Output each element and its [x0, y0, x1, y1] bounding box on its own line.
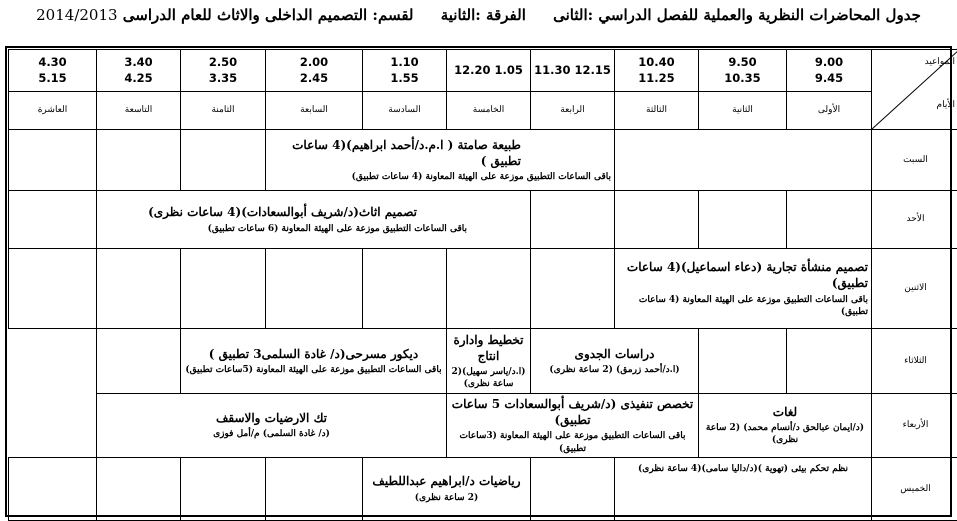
title-part1: جدول المحاضرات النظرية والعملية للفصل الدراسي — [598, 6, 920, 24]
table-row — [9, 394, 957, 458]
session-note: (2 ساعة نظرى) — [366, 492, 527, 504]
corner-times-label: المواعيد — [925, 56, 955, 68]
empty-cell — [9, 130, 97, 191]
empty-cell — [181, 249, 266, 329]
empty-cell — [615, 130, 872, 191]
periods-row — [9, 92, 957, 130]
empty-cell — [699, 329, 787, 394]
session-title: لغات — [702, 404, 868, 420]
time-slot-10: 4.30 5.15 — [9, 50, 97, 92]
session-cell — [699, 394, 872, 458]
session-cell — [531, 329, 699, 394]
session-cell — [181, 329, 447, 394]
title-part2: :الثانى — [553, 6, 593, 24]
times-row — [9, 50, 957, 92]
day-wednesday: الأربعاء — [872, 394, 957, 458]
session-note: باقى الساعات التطبيق موزعة على الهيئة المعاونة (3ساعات تطبيق) — [450, 430, 695, 454]
empty-cell — [9, 191, 97, 249]
table-row — [9, 191, 957, 249]
empty-cell — [363, 249, 447, 329]
time-slot-8: 2.50 3.35 — [181, 50, 266, 92]
session-title: رياضيات د/ابراهيم عبداللطيف — [366, 473, 527, 489]
day-sunday: الأحد — [872, 191, 957, 249]
empty-cell — [699, 191, 787, 249]
period-4: الرابعة — [531, 92, 615, 130]
period-1: الأولى — [787, 92, 872, 130]
table-row — [9, 457, 957, 520]
session-note: (د/ايمان عبالحق د/أنسام محمد) (2 ساعة نظرى) — [702, 422, 868, 446]
empty-cell — [9, 249, 97, 329]
period-8: الثامنة — [181, 92, 266, 130]
empty-cell — [97, 130, 181, 191]
session-note: باقى الساعات التطبيق موزعة على الهيئة المعاونة (4 ساعات تطبيق) — [269, 171, 611, 183]
session-title: تصميم اثاث(د/شريف أبوالسعادات)(4 ساعات نظرى) — [100, 204, 527, 220]
empty-cell — [97, 249, 181, 329]
empty-cell — [787, 191, 872, 249]
session-title: تخطيط وادارة انتاج — [450, 332, 527, 364]
time-slot-2: 9.50 10.35 — [699, 50, 787, 92]
session-cell — [266, 130, 615, 191]
session-note: (د/ غادة السلمى) م/أمل فوزى — [100, 428, 443, 440]
day-monday: الاثنين — [872, 249, 957, 329]
table-row — [9, 130, 957, 191]
time-slot-3: 10.40 11.25 — [615, 50, 699, 92]
title-part4: لقسم: التصميم الداخلى والاثاث للعام الدراسى — [123, 6, 414, 24]
session-cell — [615, 457, 872, 520]
empty-cell — [615, 191, 699, 249]
session-cell — [447, 394, 699, 458]
empty-cell — [531, 191, 615, 249]
title-part3: الفرقة :الثانية — [441, 6, 526, 24]
empty-cell — [97, 329, 181, 394]
session-cell — [615, 249, 872, 329]
session-note: باقى الساعات التطبيق موزعة على الهيئة المعاونة (5ساعات تطبيق) — [184, 364, 443, 376]
empty-cell — [9, 457, 97, 520]
session-note: باقى الساعات التطبيق موزعة على الهيئة المعاونة (4 ساعات تطبيق) — [618, 294, 868, 318]
session-cell — [363, 457, 531, 520]
page-title — [10, 6, 947, 32]
period-2: الثانية — [699, 92, 787, 130]
period-6: السادسة — [363, 92, 447, 130]
header-corner — [872, 50, 957, 130]
period-10: العاشرة — [9, 92, 97, 130]
table-row — [9, 329, 957, 394]
day-thursday: الخميس — [872, 457, 957, 520]
session-cell — [97, 394, 447, 458]
time-slot-6: 1.10 1.55 — [363, 50, 447, 92]
empty-cell — [181, 130, 266, 191]
empty-cell — [266, 249, 363, 329]
session-title: تصميم منشأة تجارية (دعاء اسماعيل)(4 ساعات تطبيق) — [618, 259, 868, 291]
table-row — [9, 249, 957, 329]
session-title: دراسات الجدوى — [534, 346, 695, 362]
empty-cell — [97, 457, 181, 520]
title-year: 2014/2013 — [36, 6, 117, 24]
corner-days-label: الأيام — [937, 99, 955, 111]
time-slot-5: 1.05 12.20 — [447, 50, 531, 92]
empty-cell — [531, 457, 615, 520]
empty-cell — [266, 457, 363, 520]
empty-cell — [787, 329, 872, 394]
session-note: (ا.د/أحمد زرمق) (2 ساعة نظرى) — [534, 364, 695, 376]
day-tuesday: الثلاثاء — [872, 329, 957, 394]
empty-cell — [447, 249, 531, 329]
period-3: الثالثة — [615, 92, 699, 130]
session-title: طبيعة صامتة ( ا.م.د/أحمد ابراهيم)(4 ساعات تطبيق ) — [269, 137, 611, 169]
session-cell — [97, 191, 531, 249]
session-title: ديكور مسرحى(د/ غادة السلمى3 تطبيق ) — [184, 346, 443, 362]
period-9: التاسعة — [97, 92, 181, 130]
session-note: (ا.د/ياسر سهيل)(2 ساعة نظرى) — [450, 366, 527, 390]
session-note: باقى الساعات التطبيق موزعة على الهيئة المعاونة (6 ساعات تطبيق) — [100, 223, 527, 235]
period-7: السابعة — [266, 92, 363, 130]
session-title: تخصص تنفيذى (د/شريف أبوالسعادات 5 ساعات تطبيق) — [450, 396, 695, 428]
session-title: تك الارضيات والاسقف — [100, 410, 443, 426]
time-slot-7: 2.00 2.45 — [266, 50, 363, 92]
session-cell — [447, 329, 531, 394]
schedule-table — [8, 49, 957, 521]
empty-cell — [531, 249, 615, 329]
time-slot-9: 3.40 4.25 — [97, 50, 181, 92]
session-title: نظم تحكم بيئى (تهوية )(د/داليا سامى)(4 ساعة نظرى) — [618, 463, 868, 475]
empty-cell — [181, 457, 266, 520]
time-slot-1: 9.00 9.45 — [787, 50, 872, 92]
period-5: الخامسة — [447, 92, 531, 130]
time-slot-4: 12.15 11.30 — [531, 50, 615, 92]
day-saturday: السبت — [872, 130, 957, 191]
